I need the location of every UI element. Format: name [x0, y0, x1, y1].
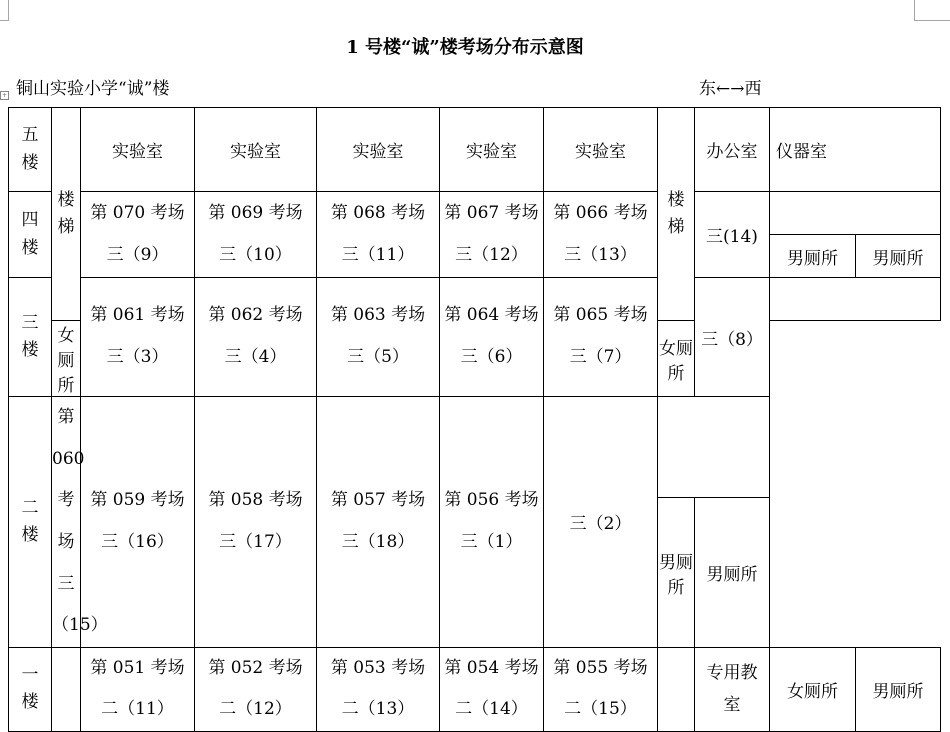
- exam-room: 第 053 考场 二（13）: [317, 647, 440, 731]
- east-stairs: 楼梯: [658, 108, 695, 321]
- direction-label: 东←→西: [699, 79, 762, 99]
- exam-room: 第 066 考场 三（13）: [544, 192, 658, 278]
- exam-room: 第 068 考场 三（11）: [317, 192, 440, 278]
- blank-cell: [770, 192, 941, 235]
- office-room: 办公室: [695, 108, 770, 192]
- exam-room: 第 055 考场 二（15）: [544, 647, 658, 731]
- exam-room: 第 054 考场 二（14）: [440, 647, 544, 731]
- side-class-room: 三（8）: [695, 278, 770, 397]
- exam-room: 第 056 考场 三（1）: [440, 397, 544, 648]
- floor-label: 四楼: [9, 192, 52, 278]
- floor-plan-table: [8, 107, 941, 732]
- page-title: 1 号楼“诚”楼考场分布示意图: [346, 37, 584, 58]
- lab-room: 实验室: [81, 108, 195, 192]
- exam-room: 第 069 考场 三（10）: [195, 192, 317, 278]
- floor-label: 三楼: [9, 278, 52, 397]
- floor-label: 一楼: [9, 647, 52, 731]
- crop-mark-left: [0, 0, 9, 21]
- equipment-room: 仪器室: [770, 108, 941, 192]
- floor-row-2: [9, 397, 941, 498]
- lab-room: 实验室: [544, 108, 658, 192]
- side-class-room: 三(14): [695, 192, 770, 278]
- lab-room: 实验室: [440, 108, 544, 192]
- school-label: 铜山实验小学“诚”楼: [16, 79, 170, 99]
- exam-room: 第 058 考场 三（17）: [195, 397, 317, 648]
- lab-room: 实验室: [317, 108, 440, 192]
- floor-label: 五楼: [9, 108, 52, 192]
- table-anchor-icon: +: [1, 92, 8, 99]
- exam-room: 第 067 考场 三（12）: [440, 192, 544, 278]
- side-class-room: 三（2）: [544, 397, 658, 648]
- blank-cell: [658, 647, 695, 731]
- exam-room: 第 052 考场 二（12）: [195, 647, 317, 731]
- floor-row-3: [9, 278, 941, 321]
- toilet-women: 女厕所: [770, 647, 856, 731]
- toilet-women: 女厕所: [658, 321, 695, 397]
- exam-room: 第 061 考场 三（3）: [81, 278, 195, 397]
- special-classroom: 专用教室: [695, 647, 770, 731]
- floor-label: 二楼: [9, 397, 52, 648]
- crop-mark-right: [914, 0, 950, 21]
- blank-cell: [52, 647, 81, 731]
- floor-row-4: [9, 192, 941, 235]
- exam-room: 第 070 考场 三（9）: [81, 192, 195, 278]
- toilet-men: 男厕所: [658, 498, 695, 648]
- floor-row-1: [9, 647, 941, 731]
- west-stairs: 楼梯: [52, 108, 81, 321]
- exam-room: 第 057 考场 三（18）: [317, 397, 440, 648]
- floor-row-5: [9, 108, 941, 192]
- exam-room: 第 064 考场 三（6）: [440, 278, 544, 397]
- exam-room: 第 063 考场 三（5）: [317, 278, 440, 397]
- toilet-men: 男厕所: [856, 235, 941, 278]
- exam-room: 第 065 考场 三（7）: [544, 278, 658, 397]
- blank-cell: [770, 278, 941, 321]
- exam-room: 第 060 考场 三（15）: [52, 397, 81, 648]
- toilet-men: 男厕所: [695, 498, 770, 648]
- exam-room: 第 062 考场 三（4）: [195, 278, 317, 397]
- exam-room: 第 051 考场 二（11）: [81, 647, 195, 731]
- blank-cell: [658, 397, 770, 498]
- toilet-men: 男厕所: [770, 235, 856, 278]
- toilet-women: 女厕所: [52, 321, 81, 397]
- toilet-men: 男厕所: [856, 647, 941, 731]
- lab-room: 实验室: [195, 108, 317, 192]
- exam-room: 第 059 考场 三（16）: [81, 397, 195, 648]
